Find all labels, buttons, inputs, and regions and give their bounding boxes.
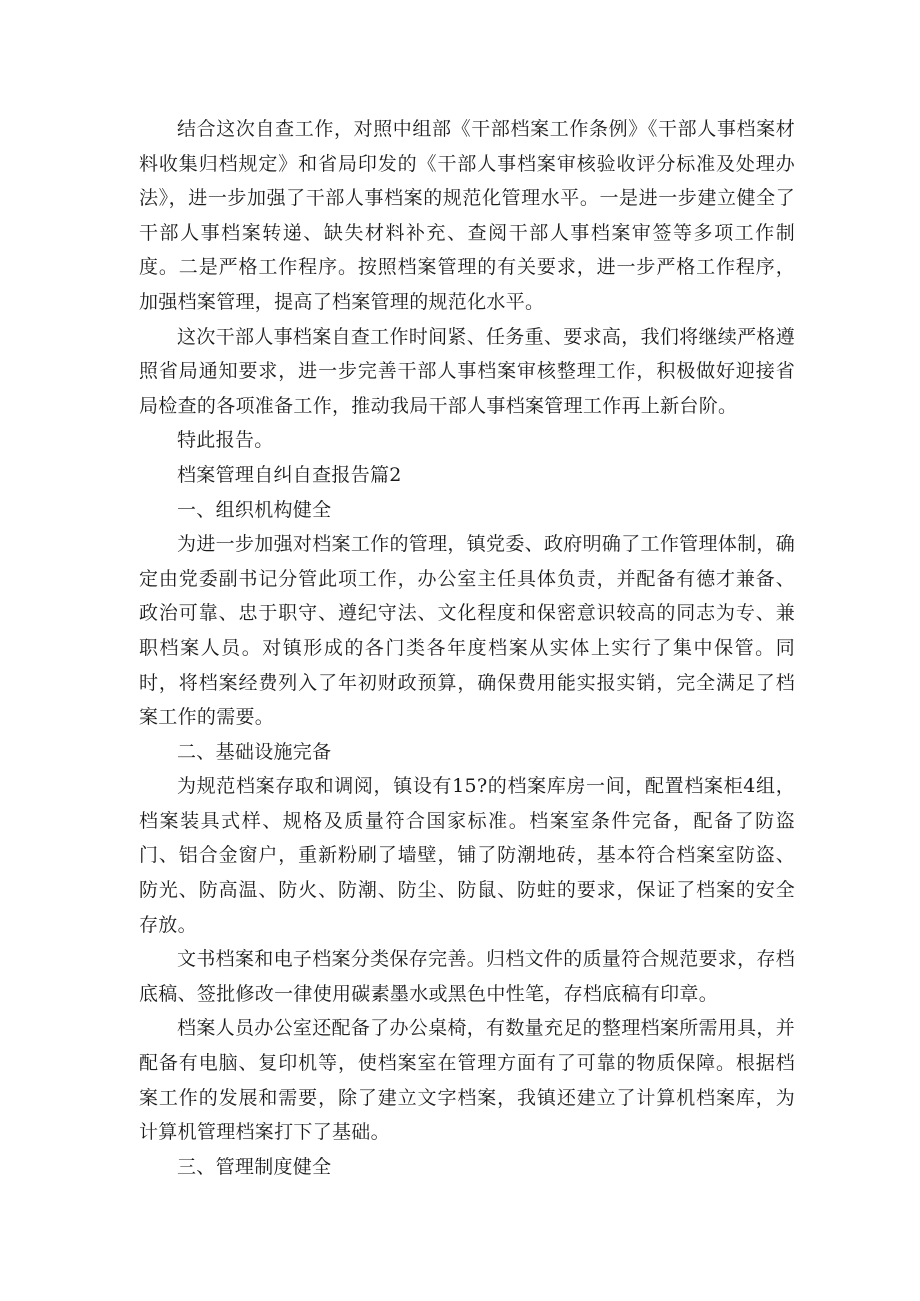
paragraph-document-storage: 文书档案和电子档案分类保存完善。归档文件的质量符合规范要求，存档底稿、签批修改一律使用碳素墨水或黑色中性笔，存档底稿有印章。 xyxy=(139,948,795,1005)
paragraph-self-inspection-summary: 结合这次自查工作，对照中组部《干部档案工作条例》《干部人事档案材料收集归档规定》和省局印发的《干部人事档案审核验收评分标准及处理办法》，进一步加强了干部人事档案的规范化管理水平。一是进一步建立健全了干部人事档案转递、缺失材料补充、查阅干部人事档案审签等多项工作制度。二是严格工作程序。按照档案管理的有关要求，进一步严格工作程序，加强档案管理，提高了档案管理的规范化水平。 xyxy=(139,118,795,313)
paragraph-organization: 为进一步加强对档案工作的管理，镇党委、政府明确了工作管理体制，确定由党委副书记分管此项工作，办公室主任具体负责，并配备有德才兼备、政治可靠、忠于职守、遵纪守法、文化程度和保密意识较高的同志为专、兼职档案人员。对镇形成的各门类各年度档案从实体上实行了集中保管。同时，将档案经费列入了年初财政预算，确保费用能实报实销，完全满足了档案工作的需要。 xyxy=(139,533,795,729)
document-body xyxy=(139,112,795,1184)
section-heading-facilities: 二、基础设施完备 xyxy=(177,740,332,763)
section-heading-management-system: 三、管理制度健全 xyxy=(177,1155,332,1178)
paragraph-office-equipment: 档案人员办公室还配备了办公桌椅，有数量充足的整理档案所需用具，并配备有电脑、复印机等，使档案室在管理方面有了可靠的物质保障。根据档案工作的发展和需要，除了建立文字档案，我镇还建立了计算机档案库，为计算机管理档案打下了基础。 xyxy=(139,1017,795,1144)
report-closing: 特此报告。 xyxy=(177,429,274,452)
paragraph-facilities: 为规范档案存取和调阅，镇设有15?的档案库房一间，配置档案柜4组，档案装具式样、规格及质量符合国家标准。档案室条件完备，配备了防盗门、铝合金窗户，重新粉刷了墙壁，铺了防潮地砖，基本符合档案室防盗、防光、防高温、防火、防潮、防尘、防鼠、防蛀的要求，保证了档案的安全存放。 xyxy=(139,775,795,936)
section-title-report-2: 档案管理自纠自查报告篇2 xyxy=(177,463,402,486)
section-heading-organization: 一、组织机构健全 xyxy=(177,498,332,521)
paragraph-future-work: 这次干部人事档案自查工作时间紧、任务重、要求高，我们将继续严格遵照省局通知要求，进一步完善干部人事档案审核整理工作，积极做好迎接省局检查的各项准备工作，推动我局干部人事档案管理工作再上新台阶。 xyxy=(139,325,795,417)
